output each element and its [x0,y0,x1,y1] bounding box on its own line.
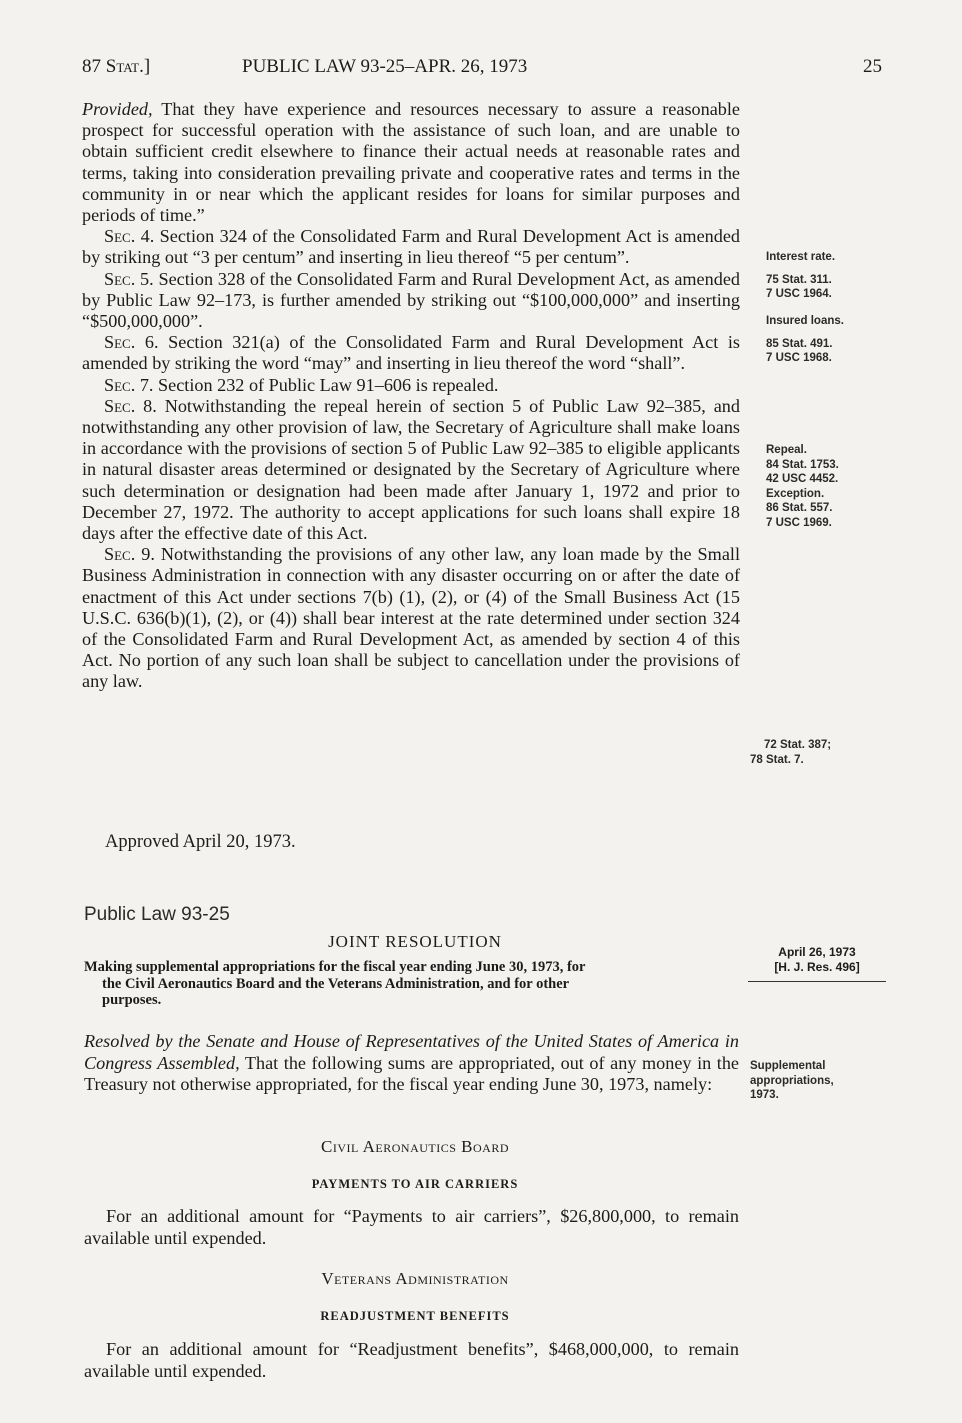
section-4: Sec. 4. Section 324 of the Consolidated Farm and Rural Development Act is amended by striking out “3 per centum” and inserting in lieu thereof “5 per centum”. [82,226,740,268]
subheading-readjustment-benefits: READJUSTMENT BENEFITS [320,1309,510,1323]
margin-note-sba: 72 Stat. 387; 78 Stat. 7. [750,739,832,766]
section-6: Sec. 6. Section 321(a) of the Consolidated Farm and Rural Development Act is amended by striking the word “may” and inserting in lieu thereof the word “shall”. [82,332,741,374]
resolution-purpose: Making supplemental appropriations for the fiscal year ending June 30, 1973, for the Civil Aeronautics Board and the Veterans Administration, and for other purposes. [84,959,586,1008]
resolving-clause: Resolved by the Senate and House of Representatives of the United States of America in Congress Assembled, That the following sums are appropriated, out of any money in the Treasury not otherwise appropriated, for the fiscal year ending June 30, 1973, namely: [84,1031,740,1094]
cab-appropriation: For an additional amount for “Payments to air carriers”, $26,800,000, to remain available until expended. [84,1206,739,1248]
approved-date: Approved April 20, 1973. [105,832,296,852]
section-9: Sec. 9. Notwithstanding the provisions of any other law, any loan made by the Small Business Administration in connection with any disaster occurring on or after the date of enactment of this Act under sections 7(b) (1), (2), or (4) of the Small Business Act (15 U.S.C. 636(b)(1), (2), or (4)) shall bear interest at the rate determined under section 324 of the Consolidated Farm and Rural Development Act, as amended by section 4 of this Act. No portion of any such loan shall be subject to cancellation under the provisions of any law. [82,544,740,692]
proviso-paragraph: Provided, That they have experience and resources necessary to assure a reasonable prospect for successful operation with the assistance of such loan, and are unable to obtain sufficient credit elsewhere to finance their actual needs at reasonable rates and terms, taking into consideration prevailing private and cooperative rates and terms in the community in or near which the applicant resides for loans for similar purposes and periods of time.” [82,99,740,226]
va-appropriation: For an additional amount for “Readjustment benefits”, $468,000,000, to remain available until expended. [84,1339,739,1381]
margin-note-interest-rate: Interest rate. 75 Stat. 311. 7 USC 1964. [766,251,836,300]
margin-note-insured-loans: Insured loans. 85 Stat. 491. 7 USC 1968. [766,315,844,364]
page-header [82,56,882,80]
margin-rule [748,981,886,982]
heading-veterans-administration: Veterans Administration [321,1269,509,1288]
joint-resolution-heading: JOINT RESOLUTION [328,932,502,951]
margin-note-date: April 26, 1973 [H. J. Res. 496] [774,945,860,974]
section-5: Sec. 5. Section 328 of the Consolidated Farm and Rural Development Act, as amended by Public Law 92–173, is further amended by striking out “$100,000,000” and inserting “$500,000,000”. [82,268,740,332]
section-7: Sec. 7. Section 232 of Public Law 91–606 is repealed. [104,374,499,395]
volume-citation: 87 Stat.] [82,56,151,77]
heading-civil-aeronautics-board: Civil Aeronautics Board [320,1137,509,1156]
subheading-payments-to-air-carriers: PAYMENTS TO AIR CARRIERS [311,1177,519,1191]
main-text [82,99,740,693]
public-law-title: Public Law 93-25 [84,904,230,925]
margin-note-supplemental: Supplemental appropriations, 1973. [750,1060,834,1101]
running-title: PUBLIC LAW 93-25–APR. 26, 1973 [242,56,528,77]
page-number: 25 [863,56,882,77]
margin-note-repeal: Repeal. 84 Stat. 1753. 42 USC 4452. Exception. 86 Stat. 557. 7 USC 1969. [766,444,839,529]
section-8: Sec. 8. Notwithstanding the repeal herein of section 5 of Public Law 92–385, and notwithstanding any other provision of law, the Secretary of Agriculture shall make loans in accordance with the provisions of section 5 of Public Law 92–385 to eligible applicants in natural disaster areas determined or designated by the Secretary of Agriculture where such determination or designation had been made after January 1, 1972 and prior to December 27, 1972. The authority to accept applications for such loans shall expire 18 days after the effective date of this Act. [82,395,740,544]
